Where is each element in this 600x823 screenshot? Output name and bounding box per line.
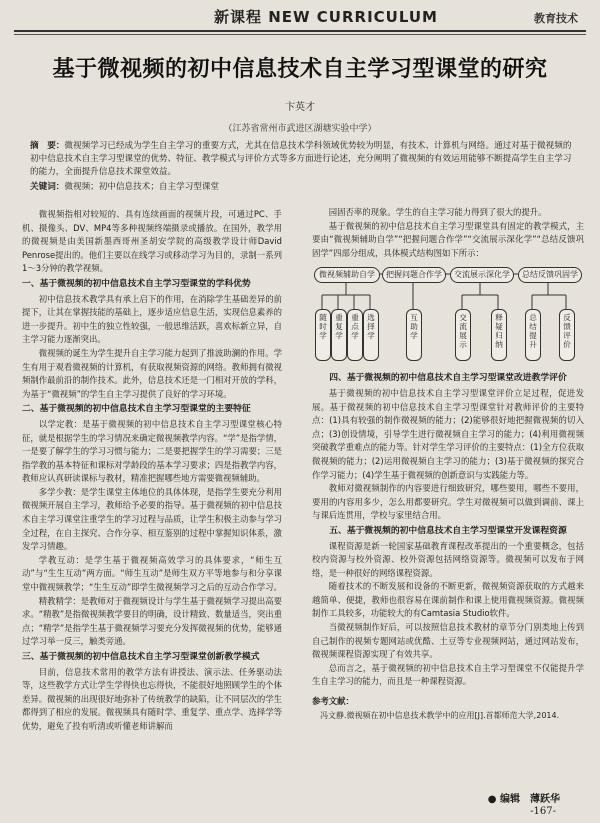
- diagram-leaf: 重点学: [347, 309, 363, 361]
- paragraph: 基于微视频的初中信息技术自主学习型课堂具有固定的教学模式，主要由“微视频辅助自学”“把握问题合作学”“交流展示深化学”“总结反馈巩固学”四部分组成，具体模式结构图如下所示：: [312, 220, 584, 258]
- diagram-leaf: 互助学: [406, 309, 422, 361]
- right-column: [312, 206, 584, 722]
- header-rule-thin: [14, 34, 586, 35]
- paragraph: 学教互动：是学生基于微视频高效学习的具体要求，“师生互动”与“生生互动”两方面。“师生互动”是师生双方平等地参与和分享课堂中微视频教学；“生生互动”即学生微视频学习之后的互动合作学习。: [22, 554, 282, 593]
- section-heading: 四、基于微视频的初中信息技术自主学习型课堂改进教学评价: [329, 373, 567, 384]
- paragraph: 微视频的诞生为学生提升自主学习能力起到了推波助澜的作用。学生有用于观看微视频的计算机，有获取视频资源的网络。教师拥有微视频制作最前沿的制作技术。此外，信息技术还是一门相对开放的学科，为基于“微视频”的学生自主学习提供了良好的学习环境。: [22, 347, 282, 399]
- keywords-text: 微视频；初中信息技术；自主学习型课堂: [64, 182, 220, 192]
- abstract-label: 摘 要：: [30, 141, 65, 151]
- paragraph: 园固否率的现象。学生的自主学习能力得到了很大的提升。: [328, 207, 547, 217]
- section-heading: 二、基于微视频的初中信息技术自主学习型课堂的主要特征: [22, 404, 251, 415]
- section-name: 教育技术: [534, 12, 578, 25]
- paragraph: 课程资源是新一轮国家基础教育课程改革提出的一个重要概念，包括校内资源与校外资源、校外资源包括网络资源等。微视频可以发布于网络，是一种很好的网络课程资源。: [312, 540, 584, 578]
- article-title: 基于微视频的初中信息技术自主学习型课堂的研究: [52, 57, 548, 82]
- teaching-model-diagram: [312, 263, 584, 369]
- paragraph: 基于微视频的初中信息技术自主学习型课堂评价立足过程，促进发展。基于微视频的初中信息技术自主学习型课堂针对教师评价的主要特点：(1)具有较强的制作微视频的能力；(2)能够很好地把握微视频的切入点；(3)创设情境，引导学生进行微视频自主学习的能力；(4)利用微视频突破教学重难点的能力等。针对学生学习评价的主要特点：(1)全方位获取微视频的能力；(2)运用微视频自主学习的能力；(3)基于微视频的探究合作学习能力；(4)学生基于微视频的创新意识与实践能力等。: [312, 387, 584, 480]
- diagram-leaf: 总结提升: [525, 309, 541, 361]
- reference-item: 冯文静.微视频在初中信息技术教学中的应用[J].首都师范大学,2014.: [320, 710, 560, 720]
- page-number: -167-: [530, 806, 556, 817]
- diagram-node-feedback: 总结反馈巩固学: [518, 267, 582, 283]
- header-rule: [14, 30, 586, 32]
- diagram-node-presentation: 交流展示深化学: [450, 267, 514, 283]
- abstract-text: 微视频学习已经成为学生自主学习的重要方式，尤其在信息技术学科领域优势较为明显，有技术、计算机与网络。通过对基于微视频的初中信息技术自主学习型课堂的优势、特征、教学模式与评价方式等多方面进行论述，充分阐明了微视频的有效运用能够不断提高学生自主学习的能力，全面提升信息技术课堂效益。: [30, 141, 572, 177]
- journal-name: 新课程 NEW CURRICULUM: [214, 8, 438, 26]
- paragraph: 随着技术的不断发展和设备的不断更新，微视频资源获取的方式越来越简单、便捷，教师也很容易在课前制作和课上使用微视频资源。微视频制作工具较多，功能较大的有Camtasia Studio软件。: [312, 581, 584, 619]
- editor-credit: ● 编辑 薄跃华: [487, 794, 560, 805]
- paragraph: 总而言之，基于微视频的初中信息技术自主学习型课堂不仅能提升学生自主学习的能力，而且是一种课程资源。: [312, 662, 584, 687]
- diagram-leaf: 选择学: [363, 309, 379, 361]
- paragraph: 多学少教：是学生课堂主体地位的具体体现，是指学生要充分利用微视频开展自主学习，教师给予必要的指导。基于微视频的初中信息技术自主学习课堂注重学生的学习过程与品质，让学生积极主动参与学习全过程，在自主探究、合作分享、相互鉴别的过程中掌握知识体系，激发学习情趣。: [22, 486, 282, 552]
- diagram-leaf: 反馈评价: [559, 309, 575, 361]
- paragraph: 初中信息技术教学具有承上启下的作用，在消除学生基础差异的前提下，让其在掌握技能的基础上，逐步适应信息生活，实现信息素养的进一步提升。初中生的独立性较强，一般思维活跃，喜欢标新立异，自主学习能力逐渐突出。: [22, 293, 282, 345]
- diagram-node-cooperative: 把握问题合作学: [382, 267, 446, 283]
- paragraph: 以学定教：是基于微视频的初中信息技术自主学习型课堂核心特征，就是根据学生的学习情况来确定微视频教学内容。“学”是指学情，一是要了解学生的学习习惯与能力；二是要把握学生的学习需要；三是指学教的基本特征和课标对学龄段的基本学习要求；四是指教学内容，教师应认真研读课标与教材，精准把握哪些地方需要微视频辅助。: [22, 418, 282, 484]
- references-title: 参考文献：: [312, 696, 354, 707]
- paragraph: 微视频指相对较短的、具有连续画面的视频片段，可通过PC、手机、摄像头、DV、MP4等多种视频终端摄录或播放。在国外，教学用的微视频是由美国新墨西哥州圣胡安学院的高级教学设计师David Penrose提出的。他们主要以在线学习或移动学习为目的，录制一系列1～3分钟的教学视频。: [22, 209, 282, 274]
- section-heading: 五、基于微视频的初中信息技术自主学习型课堂开发课程资源: [329, 525, 567, 536]
- paragraph: 目前，信息技术常用的教学方法有讲授法、演示法、任务驱动法等，这些教学方式让学生学得快也忘得快，不能很好地照顾学生的个体差异。微视频的出现很好地弥补了传统教学的缺陷，让不同层次的学生都得到了相应的发展。微视频具有随时学、重复学、重点学、选择学等优势，避免了投有听清或听懂老师讲解而: [22, 666, 282, 731]
- left-column: [22, 208, 282, 734]
- diagram-leaf: 释疑归纳: [491, 309, 507, 361]
- author: 卞英才: [285, 102, 315, 113]
- paragraph: 当微视频制作好后，可以按照信息技术教材的章节分门别类地上传到自己制作的视频专题网站或优酷、土豆等专业视频网站，通过网站发布，微视频课程资源实现了有效共享。: [312, 622, 584, 660]
- affiliation: （江苏省常州市武进区湖塘实验中学）: [223, 124, 377, 134]
- running-header: [14, 4, 586, 28]
- abstract: [30, 140, 576, 194]
- diagram-leaf: 交流展示: [455, 309, 471, 361]
- section-heading: 一、基于微视频的初中信息技术自主学习型课堂的学科优势: [22, 278, 251, 289]
- paragraph: 精教精学：是教师对于微视频设计与学生基于微视频学习提出高要求。“精教”是指微视频教学要目的明确，设计精致、数量适当，突出重点；“精学”是指学生基于微视频学习要充分发挥微视频的优势，能够通过学习举一反三，触类旁通。: [22, 595, 282, 647]
- diagram-leaf: 重复学: [331, 309, 347, 361]
- diagram-leaf: 随时学: [315, 309, 331, 361]
- keywords-label: 关键词：: [30, 182, 65, 192]
- paragraph: 教师对微视频制作的内容要进行细致研究，哪些要用，哪些不要用，要用的内容用多少，怎么用都要研究。学生对微视频可以做到调前、课上与课后连贯用，学校与家里结合用。: [312, 483, 584, 521]
- diagram-node-self-study: 微视频辅助自学: [314, 267, 380, 283]
- section-heading: 三、基于微视频的初中信息技术自主学习型课堂创新教学模式: [22, 652, 260, 662]
